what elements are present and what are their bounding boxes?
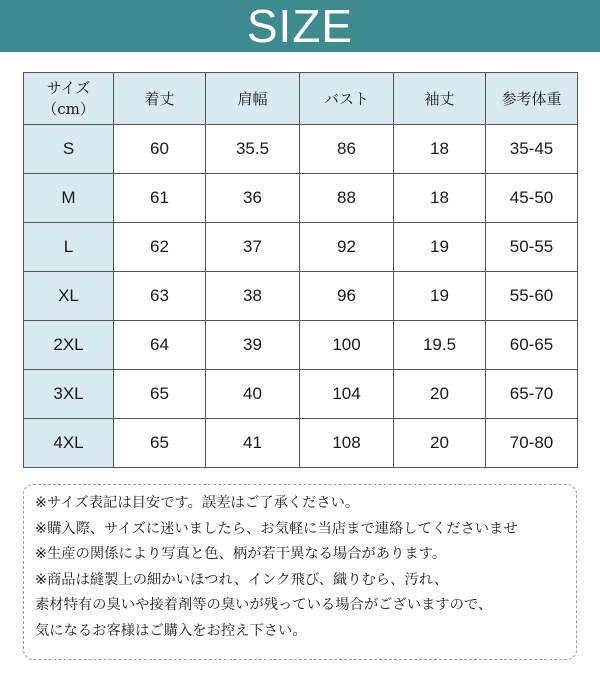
table-cell: 65 [114,370,206,419]
column-header-bust: バスト [300,73,394,125]
unit-header-label: （cm） [42,99,95,118]
table-cell: 39 [206,321,300,370]
size-label-cell: M [24,174,114,223]
table-cell: 62 [114,223,206,272]
table-cell: 108 [300,419,394,468]
table-row [24,419,578,468]
size-label-cell: S [24,125,114,174]
column-header-shoulder: 肩幅 [206,73,300,125]
size-chart-table [23,72,578,468]
size-banner [0,0,600,52]
table-cell: 92 [300,223,394,272]
table-cell: 45-50 [486,174,578,223]
note-line: ※商品は縫製上の細かいほつれ、インク飛び、織りむら、汚れ、 [35,571,449,588]
table-row [24,174,578,223]
table-cell: 104 [300,370,394,419]
table-cell: 19.5 [394,321,486,370]
table-cell: 60 [114,125,206,174]
size-unit-header [24,73,114,125]
table-cell: 18 [394,174,486,223]
size-header-label: サイズ [46,79,91,98]
note-line: ※サイズ表記は目安です。誤差はご了承ください。 [35,495,360,511]
column-header-weight: 参考体重 [486,73,578,125]
table-cell: 41 [206,419,300,468]
table-cell: 19 [394,272,486,321]
table-cell: 38 [206,272,300,321]
table-row [24,223,578,272]
table-cell: 63 [114,272,206,321]
table-cell: 19 [394,223,486,272]
table-cell: 20 [394,419,486,468]
note-line: ※生産の関係により写真と色、柄が若干異なる場合があります。 [35,546,447,563]
table-cell: 65-70 [486,370,578,419]
table-cell: 35-45 [486,125,578,174]
size-label-cell: 3XL [24,370,114,419]
table-cell: 86 [300,125,394,174]
table-cell: 96 [300,272,394,321]
size-label-cell: XL [24,272,114,321]
table-cell: 70-80 [486,419,578,468]
note-line: 素材特有の臭いや接着剤等の臭いが残っている場合がございますので、 [35,597,493,614]
table-cell: 100 [300,321,394,370]
table-cell: 36 [206,174,300,223]
banner-title: SIZE [246,0,354,52]
table-row [24,272,578,321]
notes-box [23,484,577,660]
column-header-sleeve: 袖丈 [394,73,486,125]
table-cell: 88 [300,174,394,223]
table-cell: 60-65 [486,321,578,370]
note-line: 気になるお客様はご購入をお控え下さい。 [35,622,307,639]
table-cell: 20 [394,370,486,419]
column-header-length: 着丈 [114,73,206,125]
table-cell: 65 [114,419,206,468]
table-cell: 18 [394,125,486,174]
table-cell: 37 [206,223,300,272]
table-cell: 40 [206,370,300,419]
table-cell: 61 [114,174,206,223]
note-line: ※購入際、サイズに迷いましたら、お気軽に当店まで連絡してくださいませ [35,520,518,537]
size-label-cell: L [24,223,114,272]
table-cell: 64 [114,321,206,370]
size-label-cell: 4XL [24,419,114,468]
table-row [24,125,578,174]
table-cell: 50-55 [486,223,578,272]
table-row [24,370,578,419]
size-label-cell: 2XL [24,321,114,370]
table-header-row [24,73,578,125]
table-row [24,321,578,370]
table-cell: 55-60 [486,272,578,321]
table-cell: 35.5 [206,125,300,174]
